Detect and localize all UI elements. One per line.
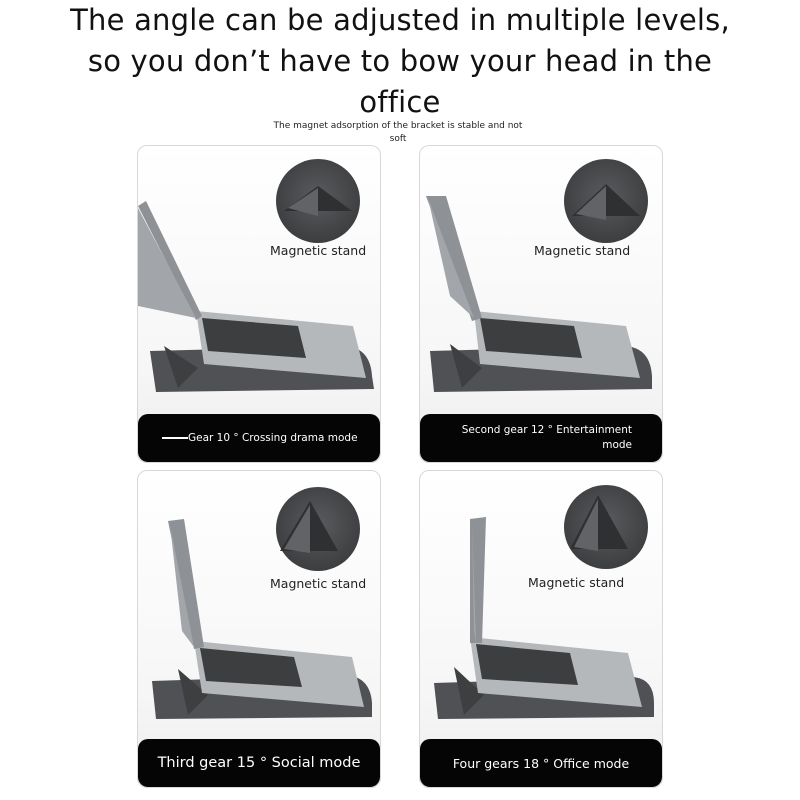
subline: The magnet adsorption of the bracket is stable and not soft [273, 121, 523, 144]
stand-label: Magnetic stand [270, 243, 367, 258]
caption-bar [138, 739, 380, 787]
caption-dash [162, 437, 188, 439]
caption-text: Gear 10 ° Crossing drama mode [188, 431, 358, 444]
headline: The angle can be adjusted in multiple levels, so you don’t have to bow your head in the office [70, 3, 730, 119]
caption-text: Four gears 18 ° Office mode [452, 755, 630, 771]
stand-label: Magnetic stand [528, 575, 625, 590]
caption-bar [138, 414, 380, 462]
caption-bar [420, 739, 662, 787]
caption-text: Third gear 15 ° Social mode [157, 754, 361, 771]
caption-bar [420, 414, 662, 462]
gear-card-3 [137, 470, 381, 788]
gear-card-4 [419, 470, 663, 788]
stand-label: Magnetic stand [270, 576, 367, 591]
gear-card-1 [137, 145, 381, 463]
caption-text: Second gear 12 ° Entertainment mode [461, 424, 632, 451]
stand-label: Magnetic stand [534, 243, 631, 258]
gear-card-2 [419, 145, 663, 463]
